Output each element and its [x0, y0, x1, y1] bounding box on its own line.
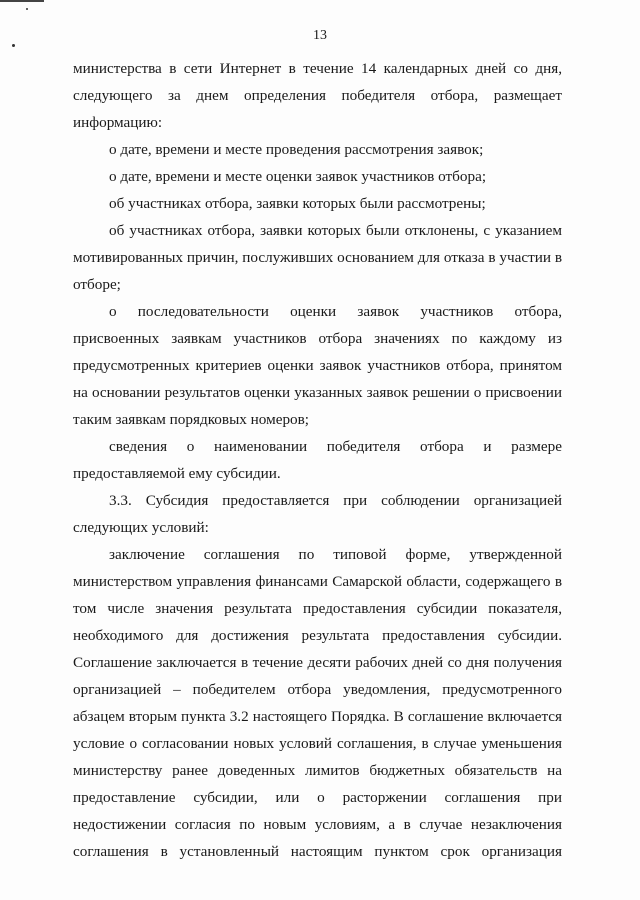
paragraph: министерства в сети Интернет в течение 14 календарных дней со дня, следующего за днем определения победителя отбора, размещает информацию:	[73, 60, 562, 131]
paragraph: о дате, времени и месте проведения рассмотрения заявок;	[109, 141, 484, 158]
page-number: 13	[313, 28, 327, 43]
paragraph: о дате, времени и месте оценки заявок участников отбора;	[109, 168, 487, 185]
paragraph: об участниках отбора, заявки которых были отклонены, с указанием мотивированных причин, послуживших основанием для отказа в участии в отборе;	[73, 222, 562, 293]
scan-edge-mark	[0, 0, 44, 2]
scan-speck	[12, 44, 15, 47]
paragraph: заключение соглашения по типовой форме, утвержденной министерством управления финансами Самарской области, содержащего в том числе значения результата предоставления субсидии показателя, необходимого для достижения результата предоставления субсидии. Соглашение заключается в течение десяти рабочих дней со дня получения организацией – победителем отбора уведомления, предусмотренного абзацем вторым пункта 3.2 настоящего Порядка. В соглашение включается условие о согласовании новых условий соглашения, в случае уменьшения министерству ранее доведенных лимитов бюджетных обязательств на предоставление субсидии, или о расторжении соглашения при недостижении согласия по новым условиям, а в случае незаключения соглашения в установленный настоящим пунктом срок организация	[73, 546, 562, 860]
paragraph: об участниках отбора, заявки которых были рассмотрены;	[109, 195, 486, 212]
section-paragraph: 3.3. Субсидия предоставляется при соблюдении организацией следующих условий:	[73, 492, 562, 536]
scan-speck	[26, 8, 28, 10]
document-body	[73, 55, 562, 865]
paragraph: о последовательности оценки заявок участников отбора, присвоенных заявкам участников отбора значениях по каждому из предусмотренных критериев оценки заявок участников отбора, принятом на основании результатов оценки указанных заявок решении о присвоении таким заявкам порядковых номеров;	[73, 303, 562, 428]
paragraph: сведения о наименовании победителя отбора и размере предоставляемой ему субсидии.	[73, 438, 562, 482]
